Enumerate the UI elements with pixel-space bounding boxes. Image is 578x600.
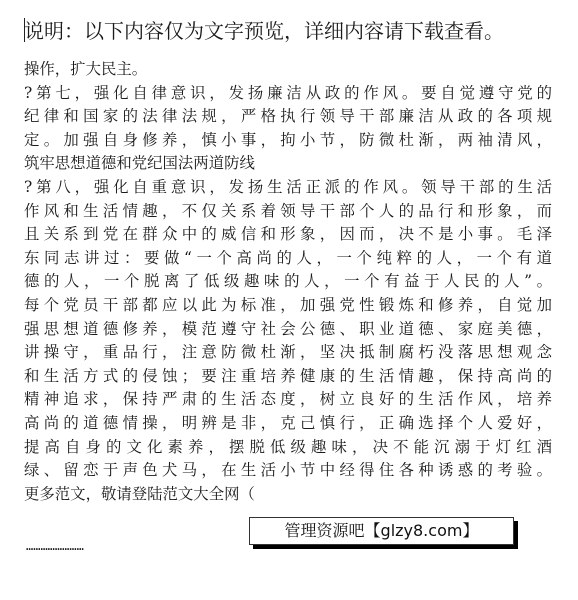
text-line: 精神追求，保持严肃的生活态度，树立良好的生活作风，培养 (24, 390, 552, 409)
text-line: 操作，扩大民主。 (24, 60, 148, 78)
text-line: 每个党员干部都应以此为标准，加强党性锻炼和修养，自觉加 (24, 295, 552, 314)
text-line: 德的人，一个脱离了低级趣味的人，一个有益于人民的人”。 (24, 272, 552, 291)
text-line: 筑牢思想道德和党纪国法两道防线 (24, 154, 255, 173)
text-line: 提高自身的文化素养，摆脱低级趣味，决不能沉溺于灯红酒 (24, 437, 552, 456)
text-line: 作风和生活情趣，不仅关系着领导干部个人的品行和形象，而 (24, 201, 552, 220)
text-line: 且关系到党在群众中的威信和形象，因而，决不是小事。毛泽 (24, 225, 552, 244)
text-line: ?第八，强化自重意识，发扬生活正派的作风。领导干部的生活 (24, 177, 552, 196)
text-line: 绿、留恋于声色犬马，在生活小节中经得住各种诱惑的考验。 (24, 461, 552, 480)
text-line: 强思想道德修养，模范遵守社会公德、职业道德、家庭美德， (24, 319, 552, 338)
ellipsis-dots: …………………… (26, 539, 84, 553)
text-line: 纪律和国家的法律法规，严格执行领导干部廉洁从政的各项规 (24, 107, 552, 126)
text-line: 更多范文，敬请登陆范文大全网（ (24, 484, 255, 503)
text-line: 和生活方式的侵蚀；要注重培养健康的生活情趣，保持高尚的 (24, 366, 552, 385)
text-line: 讲操守，重品行，注意防微杜渐，坚决抵制腐朽没落思想观念 (24, 343, 552, 362)
watermark-banner: 管理资源吧【glzy8.com】 (249, 517, 514, 545)
text-line: 定。加强自身修养，慎小事，拘小节，防微杜渐，两袖清风， (24, 130, 552, 149)
text-line: 高尚的道德情操，明辨是非，克己慎行，正确选择个人爱好， (24, 413, 552, 432)
text-line: 东同志讲过：要做“一个高尚的人，一个纯粹的人，一个有道 (24, 248, 552, 267)
text-line: ?第七，强化自律意识，发扬廉洁从政的作风。要自觉遵守党的 (24, 83, 552, 102)
preview-notice: 说明：以下内容仅为文字预览，详细内容请下载查看。 (24, 19, 504, 43)
document-body (24, 58, 552, 506)
